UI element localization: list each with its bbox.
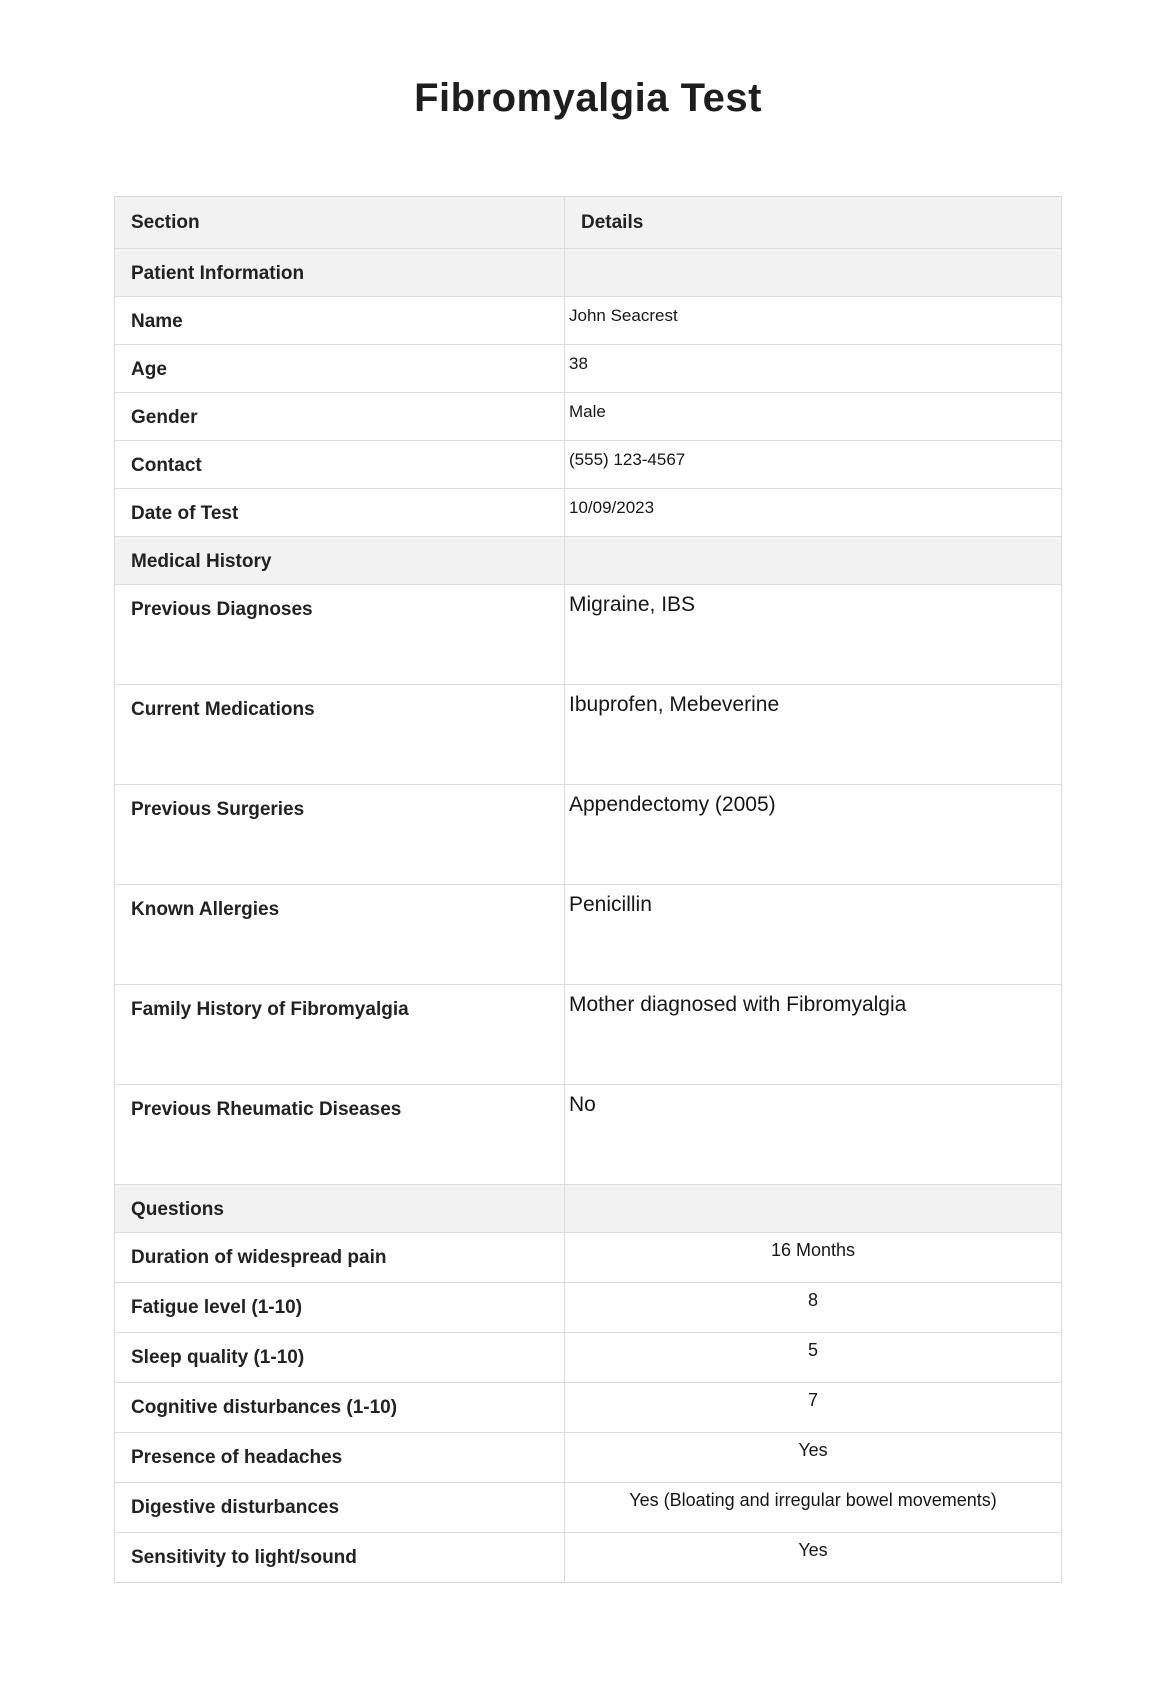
field-value: John Seacrest: [565, 297, 1062, 345]
field-value: Male: [565, 393, 1062, 441]
field-value: 5: [565, 1333, 1062, 1383]
field-label: Previous Diagnoses: [115, 585, 565, 685]
field-label: Contact: [115, 441, 565, 489]
field-label: Presence of headaches: [115, 1433, 565, 1483]
section-label: Medical History: [115, 537, 565, 585]
field-label: Cognitive disturbances (1-10): [115, 1383, 565, 1433]
field-value: 38: [565, 345, 1062, 393]
field-label: Age: [115, 345, 565, 393]
field-row-fatigue-level: [115, 1283, 1062, 1333]
field-row-contact: [115, 441, 1062, 489]
field-value: 10/09/2023: [565, 489, 1062, 537]
field-row-name: [115, 297, 1062, 345]
field-value: Migraine, IBS: [565, 585, 1062, 685]
field-value: 16 Months: [565, 1233, 1062, 1283]
field-row-sleep-quality: [115, 1333, 1062, 1383]
section-label: Patient Information: [115, 249, 565, 297]
field-label: Date of Test: [115, 489, 565, 537]
field-label: Duration of widespread pain: [115, 1233, 565, 1283]
field-label: Gender: [115, 393, 565, 441]
field-value: Mother diagnosed with Fibromyalgia: [565, 985, 1062, 1085]
field-value: Penicillin: [565, 885, 1062, 985]
field-label: Previous Surgeries: [115, 785, 565, 885]
field-row-previous-surgeries: [115, 785, 1062, 885]
field-row-current-medications: [115, 685, 1062, 785]
field-value: 7: [565, 1383, 1062, 1433]
fibromyalgia-form-table: [114, 196, 1062, 1583]
field-value: Yes: [565, 1433, 1062, 1483]
field-value: Yes (Bloating and irregular bowel movements): [565, 1483, 1062, 1533]
field-value: No: [565, 1085, 1062, 1185]
section-row-medical-history: [115, 537, 1062, 585]
field-label: Name: [115, 297, 565, 345]
field-value: Appendectomy (2005): [565, 785, 1062, 885]
section-row-questions: [115, 1185, 1062, 1233]
field-row-date-of-test: [115, 489, 1062, 537]
field-value: (555) 123-4567: [565, 441, 1062, 489]
field-label: Previous Rheumatic Diseases: [115, 1085, 565, 1185]
field-value: Yes: [565, 1533, 1062, 1583]
field-row-digestive-disturbances: [115, 1483, 1062, 1533]
section-value: [565, 1185, 1062, 1233]
field-label: Fatigue level (1-10): [115, 1283, 565, 1333]
field-value: 8: [565, 1283, 1062, 1333]
field-label: Family History of Fibromyalgia: [115, 985, 565, 1085]
section-row-patient-information: [115, 249, 1062, 297]
section-label: Questions: [115, 1185, 565, 1233]
field-label: Sleep quality (1-10): [115, 1333, 565, 1383]
field-label: Digestive disturbances: [115, 1483, 565, 1533]
table-header-row: [115, 197, 1062, 249]
field-value: Ibuprofen, Mebeverine: [565, 685, 1062, 785]
field-row-age: [115, 345, 1062, 393]
page-title: Fibromyalgia Test: [414, 76, 762, 120]
field-row-presence-of-headaches: [115, 1433, 1062, 1483]
field-row-previous-diagnoses: [115, 585, 1062, 685]
section-value: [565, 249, 1062, 297]
field-label: Sensitivity to light/sound: [115, 1533, 565, 1583]
column-header-details: Details: [565, 197, 1062, 249]
field-row-family-history: [115, 985, 1062, 1085]
field-row-duration-of-widespread-pain: [115, 1233, 1062, 1283]
field-row-previous-rheumatic-diseases: [115, 1085, 1062, 1185]
field-row-cognitive-disturbances: [115, 1383, 1062, 1433]
field-row-known-allergies: [115, 885, 1062, 985]
column-header-section: Section: [115, 197, 565, 249]
section-value: [565, 537, 1062, 585]
field-label: Known Allergies: [115, 885, 565, 985]
field-label: Current Medications: [115, 685, 565, 785]
field-row-sensitivity-to-light-sound: [115, 1533, 1062, 1583]
field-row-gender: [115, 393, 1062, 441]
